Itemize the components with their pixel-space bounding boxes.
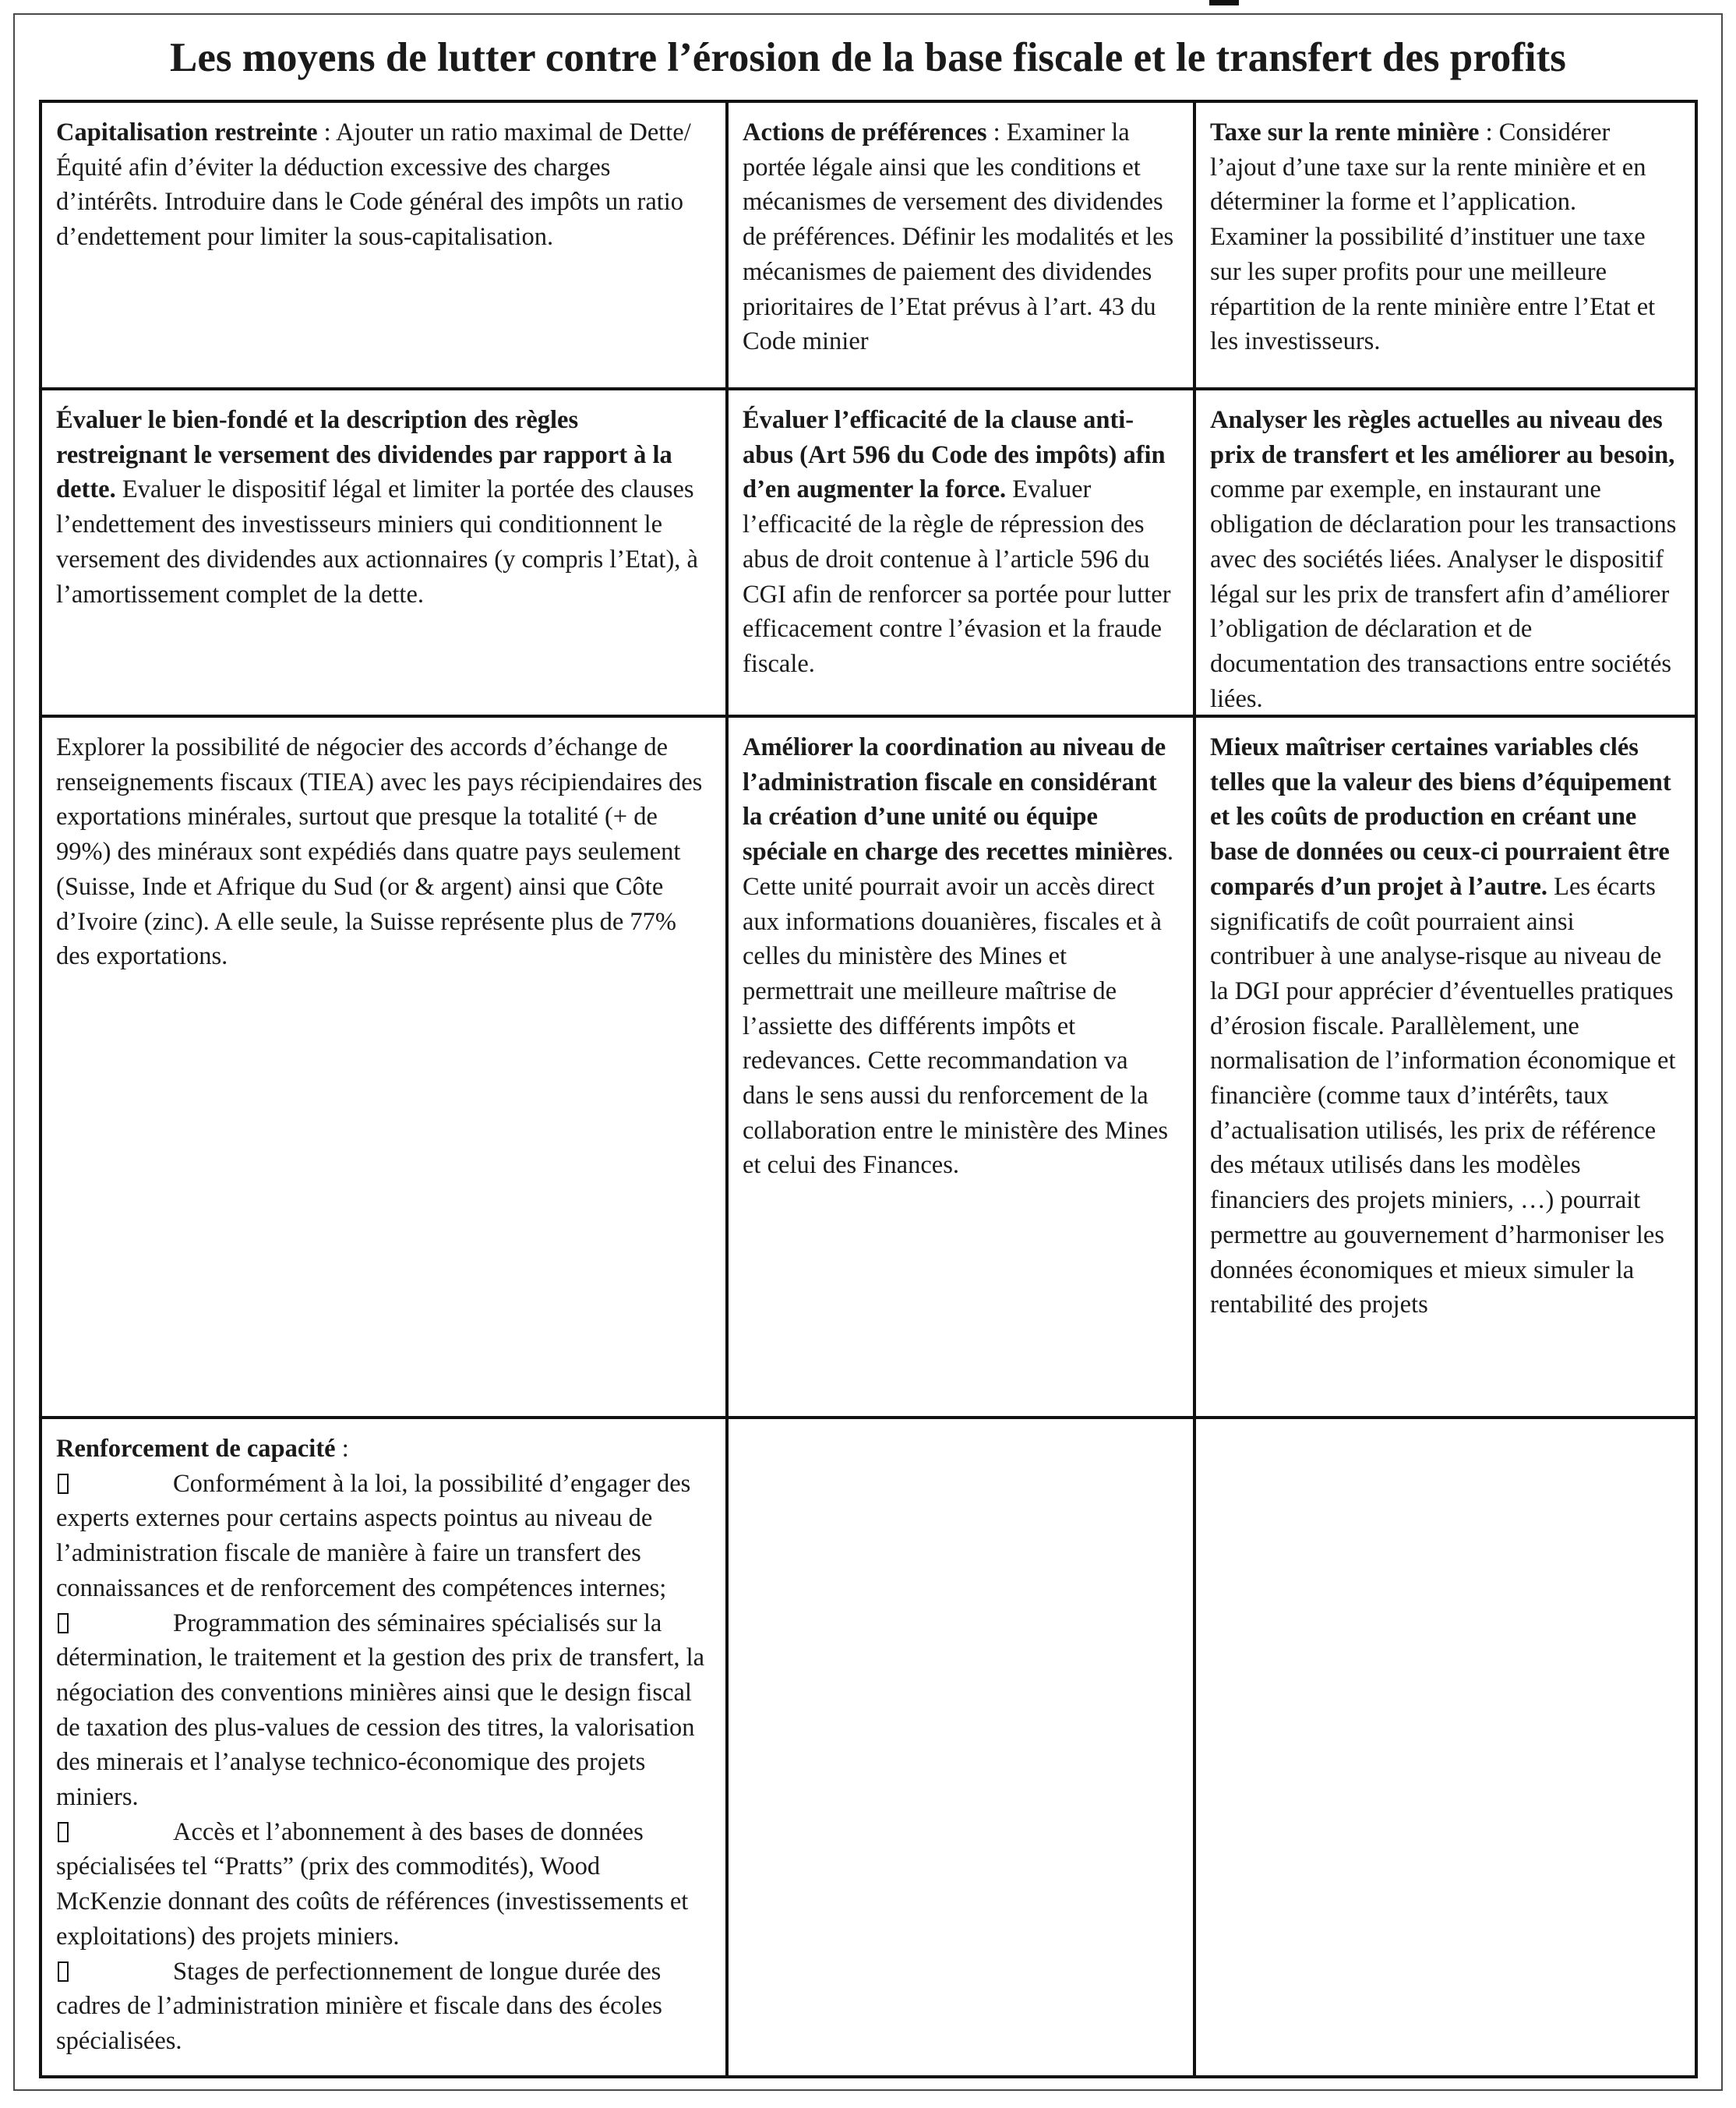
cell-renforcement-capacite: [42, 1419, 729, 2075]
bullet-item: [56, 1815, 711, 1954]
checkbox-glyph-icon: [58, 1822, 69, 1842]
top-edge-mark: [1209, 0, 1239, 5]
bullet-text: Stages de perfectionnement de longue durée des cadres de l’administration minière et fiscale dans des écoles spécialisées.: [56, 1957, 662, 2055]
cell-text: Evaluer l’efficacité de la règle de répression des abus de droit contenue à l’article 596 du CGI afin de renforcer sa portée pour lutter efficacement contre l’évasion et la fraude fiscale.: [743, 475, 1171, 678]
cell-text: : Examiner la portée légale ainsi que les conditions et mécanismes de versement des dividendes de préférences. Définir les modalités et les mécanismes de paiement des dividendes prioritaires de l’Etat prévus à l’art. 43 du Code minier: [743, 118, 1174, 356]
cell-taxe-rente-miniere: [1196, 103, 1695, 390]
cell-accords-tiea: [42, 718, 729, 1419]
bullet-text: Conformément à la loi, la possibilité d’engager des experts externes pour certains aspects pointus au niveau de l’administration fiscale de manière à faire un transfert des connaissances et de renforcement des compétences internes;: [56, 1469, 691, 1602]
cell-paragraph: [1210, 730, 1681, 1322]
cell-paragraph: [743, 403, 1179, 682]
checkbox-glyph-icon: [58, 1961, 69, 1982]
cell-paragraph: [743, 115, 1179, 359]
cell-capitalisation-restreinte: [42, 103, 729, 390]
cell-empty-2: [1196, 1419, 1695, 2075]
cell-heading: Analyser les règles actuelles au niveau des prix de transfert et les améliorer au besoin,: [1210, 406, 1675, 469]
recommendations-table: [39, 100, 1698, 2078]
cell-text: Explorer la possibilité de négocier des accords d’échange de renseignements fiscaux (TIEA) avec les pays récipiendaires des exportations minérales, surtout que presque la totalité (+ de 99%) des minéraux sont expédiés dans quatre pays seulement (Suisse, Inde et Afrique du Sud (or & argent) ainsi que Côte d’Ivoire (zinc). A elle seule, la Suisse représente plus de 77% des exportations.: [56, 733, 703, 971]
checkbox-glyph-icon: [58, 1613, 69, 1633]
cell-heading: Mieux maîtriser certaines variables clés telles que la valeur des biens d’équipement et les coûts de production en créant une base de données ou ceux-ci pourraient être comparés d’un projet à l’autre.: [1210, 733, 1671, 901]
cell-heading: Taxe sur la rente minière: [1210, 118, 1480, 147]
checkbox-glyph-icon: [58, 1474, 69, 1494]
cell-heading: Renforcement de capacité: [56, 1435, 336, 1463]
cell-text: comme par exemple, en instaurant une obligation de déclaration pour les transactions avec des sociétés liées. Analyser le dispositif légal sur les prix de transfert afin d’améliorer l’obligation de déclaration et de documentation des transactions entre sociétés liées.: [1210, 475, 1677, 713]
cell-heading: Évaluer le bien-fondé et la description des règles restreignant le versement des dividendes par rapport à la dette.: [56, 406, 672, 504]
bullet-text: Accès et l’abonnement à des bases de données spécialisées tel “Pratts” (prix des commodités), Wood McKenzie donnant des coûts de références (investissements et exploitations) des projets miniers.: [56, 1817, 689, 1951]
page-title: Les moyens de lutter contre l’érosion de la base fiscale et le transfert des profits: [170, 35, 1566, 80]
cell-text: : Ajouter un ratio maximal de Dette/Équité afin d’éviter la déduction excessive des charges d’intérêts. Introduire dans le Code général des impôts un ratio d’endettement pour limiter la sous-capitalisation.: [56, 118, 691, 252]
cell-variables-cles: [1196, 718, 1695, 1419]
cell-dividendes-dette: [42, 390, 729, 718]
cell-text: Les écarts significatifs de coût pourraient ainsi contribuer à une analyse-risque au niveau de la DGI pour apprécier d’éventuelles pratiques d’érosion fiscale. Parallèlement, une normalisation de l’information économique et financière (comme taux d’intérêts, taux d’actualisation utilisés, les prix de référence des métaux utilisés dans les modèles financiers des projets miniers, …) pourrait permettre au gouvernement d’harmoniser les données économiques et mieux simuler la rentabilité des projets: [1210, 872, 1676, 1319]
cell-heading: Capitalisation restreinte: [56, 118, 318, 147]
cell-paragraph: [56, 115, 711, 255]
cell-text: Evaluer le dispositif légal et limiter la portée des clauses l’endettement des investisseurs miniers qui conditionnent le versement des dividendes aux actionnaires (y compris l’Etat), à l’amortissement complet de la dette.: [56, 475, 698, 609]
cell-empty-1: [729, 1419, 1196, 2075]
cell-heading: Actions de préférences: [743, 118, 987, 147]
cell-actions-preferences: [729, 103, 1196, 390]
cell-paragraph: [1210, 403, 1681, 716]
cell-prix-de-transfert: [1196, 390, 1695, 718]
cell-paragraph: [1210, 115, 1681, 359]
cell-coordination-administration: [729, 718, 1196, 1419]
cell-paragraph: [56, 403, 711, 612]
cell-text: . Cette unité pourrait avoir un accès direct aux informations douanières, fiscales et à celles du ministère des Mines et permettrait une meilleure maîtrise de l’assiette des différents impôts et redevances. Cette recommandation va dans le sens aussi du renforcement de la collaboration entre le ministère des Mines et celui des Finances.: [743, 838, 1173, 1180]
cell-text: : Considérer l’ajout d’une taxe sur la rente minière et en déterminer la forme et l’application. Examiner la possibilité d’instituer une taxe sur les super profits pour une meilleure répartition de la rente minière entre l’Etat et les investisseurs.: [1210, 118, 1656, 356]
cell-paragraph: [56, 730, 711, 974]
cell-heading: Améliorer la coordination au niveau de l’administration fiscale en considérant la création d’une unité ou équipe spéciale en charge des recettes minières: [743, 733, 1167, 867]
bullet-item: [56, 1954, 711, 2059]
cell-heading: Évaluer l’efficacité de la clause anti-abus (Art 596 du Code des impôts) afin d’en augmenter la force.: [743, 406, 1166, 504]
bullet-item: [56, 1467, 711, 1606]
bullet-item: [56, 1606, 711, 1815]
cell-text: :: [335, 1435, 349, 1463]
cell-paragraph: [743, 730, 1179, 1183]
cell-clause-anti-abus: [729, 390, 1196, 718]
bullet-text: Programmation des séminaires spécialisés sur la détermination, le traitement et la gestion des prix de transfert, la négociation des conventions minières ainsi que le design fiscal de taxation des plus-values de cession des titres, la valorisation des minerais et l’analyse technico-économique des projets miniers.: [56, 1608, 705, 1812]
cell-paragraph: [56, 1432, 711, 1467]
